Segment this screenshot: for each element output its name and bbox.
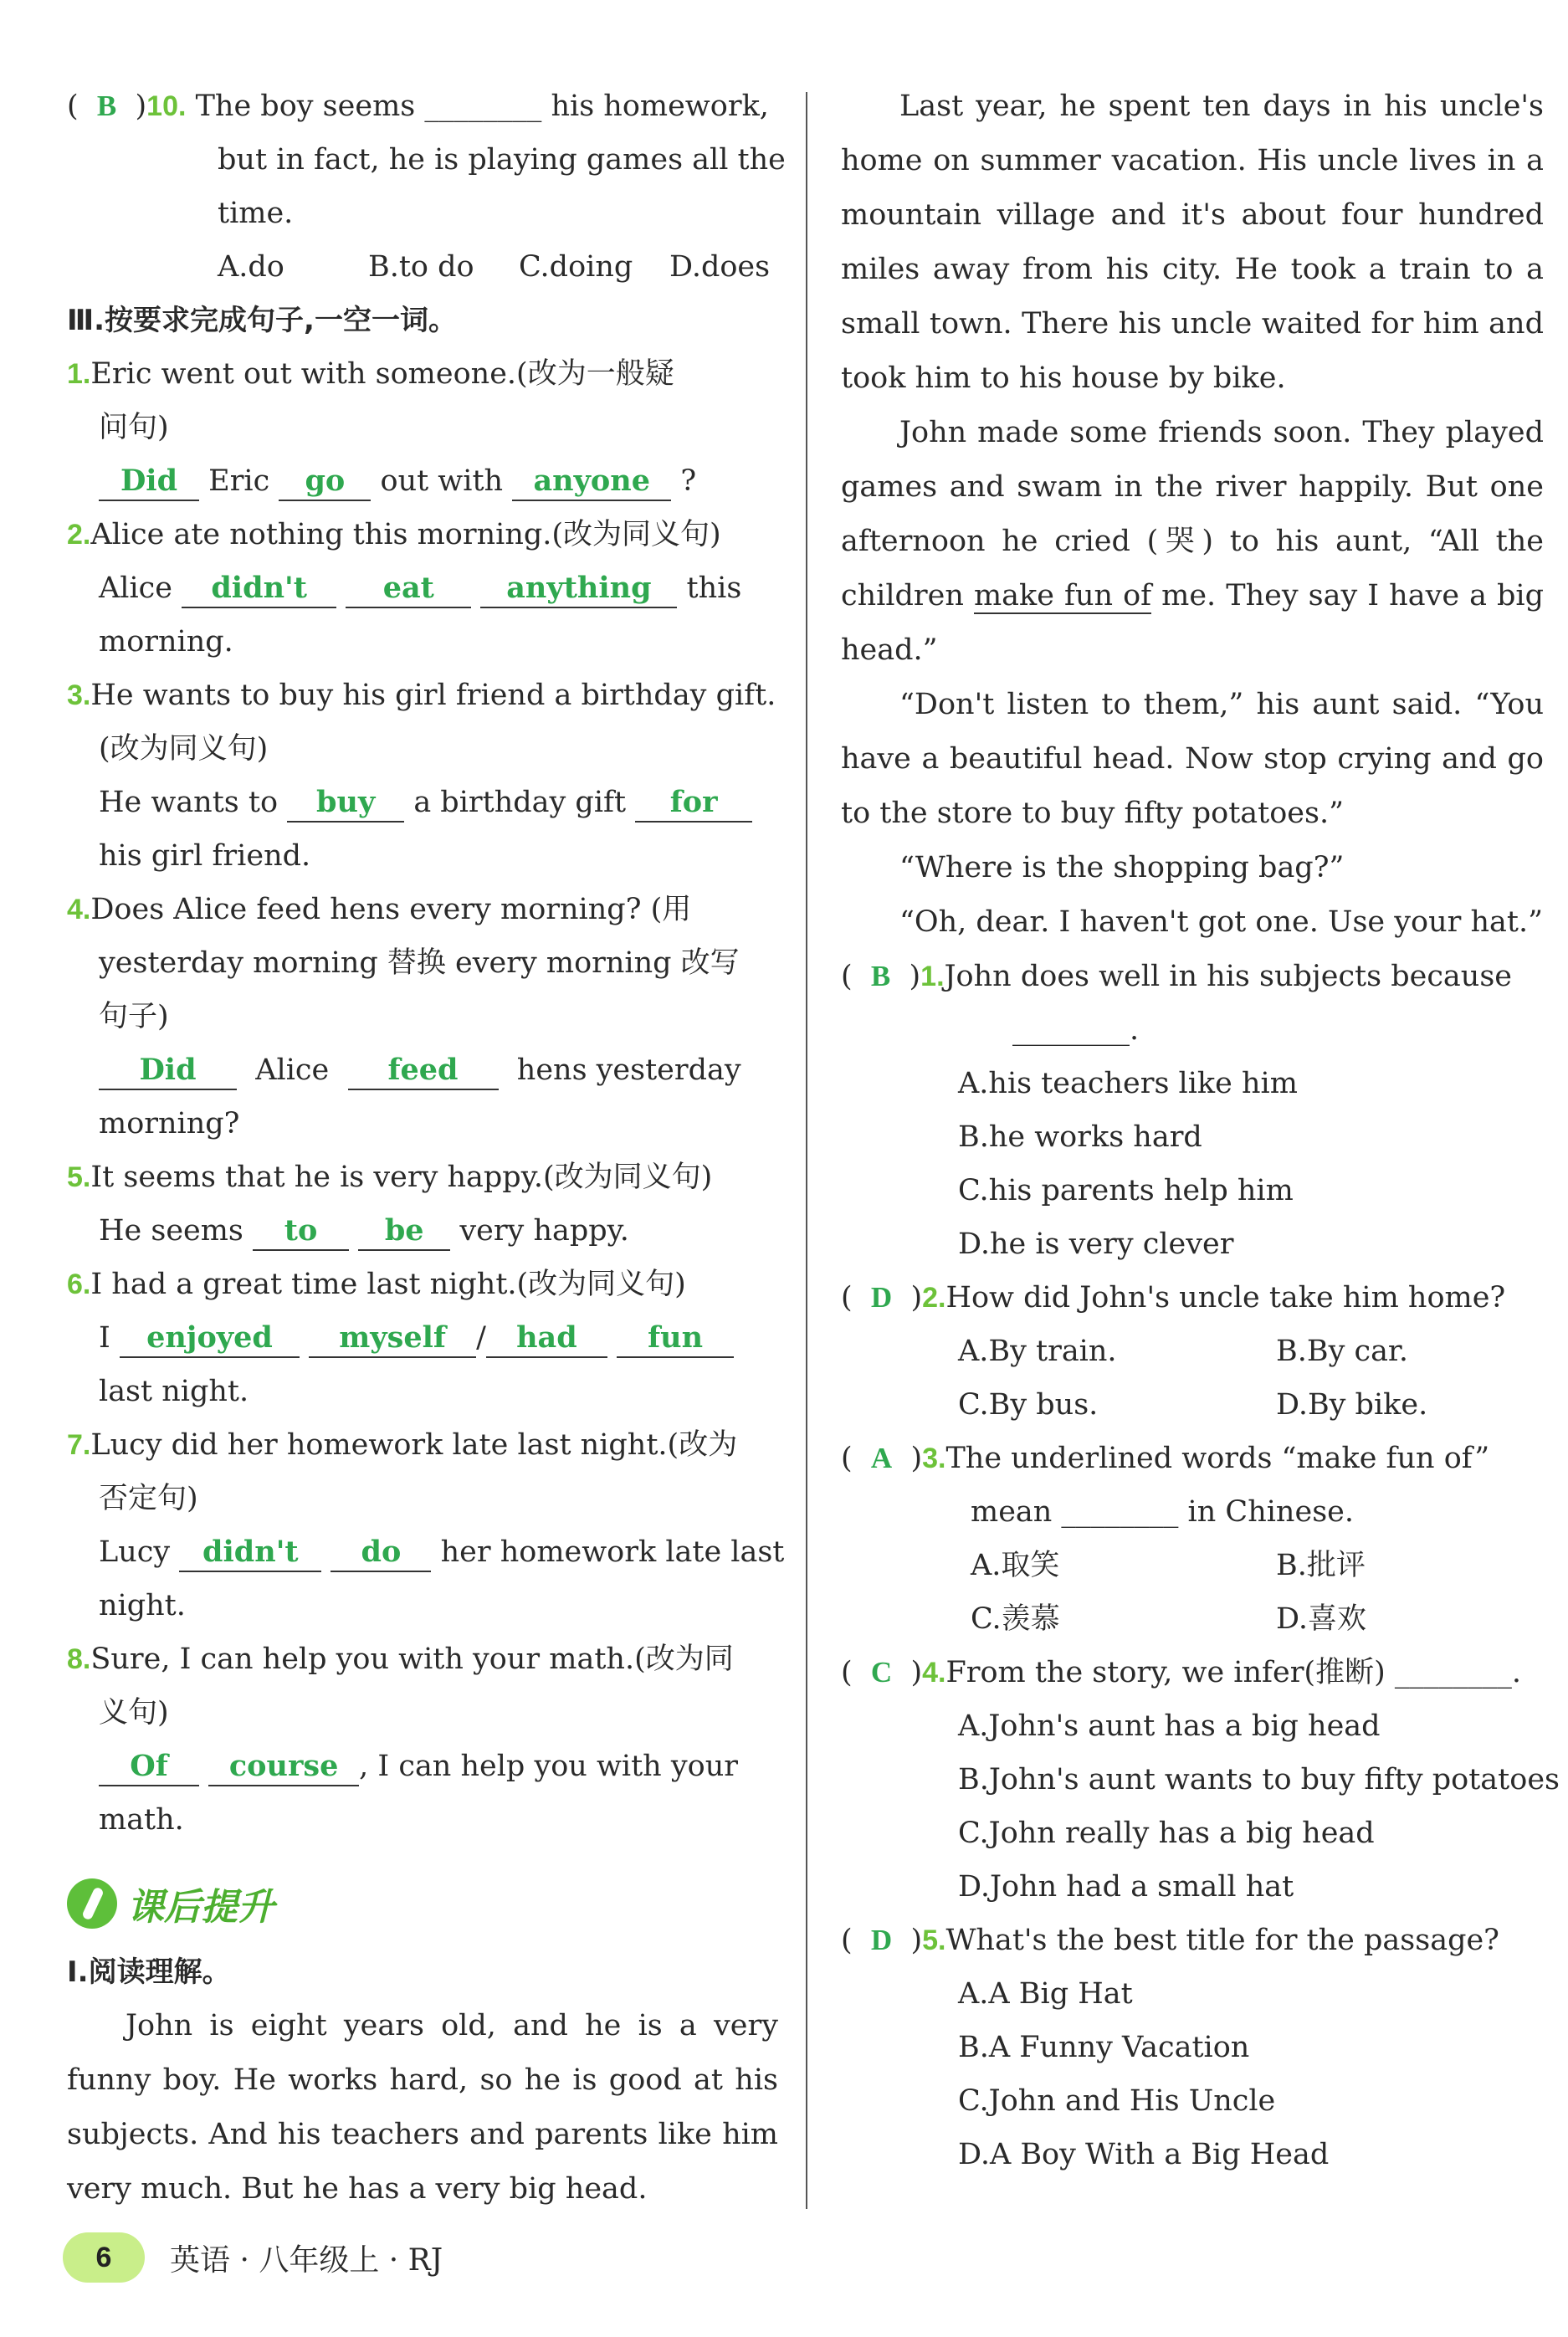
pencil-leaf-icon xyxy=(67,1878,117,1929)
q3-options xyxy=(841,1539,1544,1592)
answer-blank: Did xyxy=(99,463,199,501)
option-a: A.his teachers like him xyxy=(958,1067,1298,1100)
answer-blank: Of xyxy=(99,1748,199,1786)
answer-blank: anyone xyxy=(512,463,671,501)
item-6-answer xyxy=(67,1311,778,1365)
option-a: A.取笑 xyxy=(971,1549,1060,1582)
sentence-text: her homework late last xyxy=(440,1535,785,1569)
item-prompt: Sure, I can help you with your math.(改为同 xyxy=(90,1643,734,1676)
option-a: A.By train. xyxy=(958,1335,1117,1368)
item-prompt-cont: 问句) xyxy=(99,411,169,444)
question-number: 1. xyxy=(920,961,945,992)
passage-paragraph-1: John is eight years old, and he is a very funny boy. He works hard, so he is good at his subjects. And his teachers and parents like him very much. But he has a very big head. xyxy=(67,2009,778,2206)
option-d: D.he is very clever xyxy=(958,1227,1234,1261)
answer-letter: D xyxy=(870,1924,893,1956)
paragraph-text: John made some friends soon. They played games and swam in the river happily. But one afternoon he cried (哭) to his aunt, “All the children xyxy=(841,416,1544,612)
answer-q10: B xyxy=(96,90,117,122)
reading-question-2: ( D )2.How did John's uncle take him home? xyxy=(841,1281,1506,1315)
q10-options xyxy=(67,240,778,294)
paragraph-text: me. They say I have a big head.” xyxy=(841,579,1545,667)
question-10: ( B )10. The boy seems ________ his homework, xyxy=(67,90,769,123)
item-6-prompt xyxy=(67,1258,778,1311)
question-number: 10. xyxy=(146,90,187,122)
item-number: 7. xyxy=(67,1429,91,1461)
section-3-title: Ⅲ.按要求完成句子,一空一词。 xyxy=(67,304,457,337)
footer-book-info: 英语 · 八年级上 · RJ xyxy=(170,2242,443,2278)
question-number: 4. xyxy=(922,1657,946,1689)
q10-text: The boy seems ________ his homework, xyxy=(195,90,769,123)
item-7-prompt xyxy=(67,1418,778,1472)
answer-blank: be xyxy=(358,1212,450,1251)
item-3-answer xyxy=(67,776,778,829)
right-column xyxy=(841,79,1560,2181)
sentence-text: Alice xyxy=(99,571,172,605)
sentence-text: his girl friend. xyxy=(99,839,311,873)
item-number: 6. xyxy=(67,1268,91,1300)
answer-blank: didn't xyxy=(179,1534,321,1572)
answer-blank: myself xyxy=(309,1320,476,1358)
question-number: 5. xyxy=(922,1924,946,1956)
question-stem: The underlined words “make fun of” xyxy=(945,1442,1490,1475)
answer-blank: eat xyxy=(346,570,471,608)
question-number: 2. xyxy=(922,1282,946,1314)
dialogue-line: “Oh, dear. I haven't got one. Use your hat.” xyxy=(899,905,1543,939)
q2-options xyxy=(841,1378,1544,1432)
option-d: D.喜欢 xyxy=(1276,1602,1366,1636)
answer-blank: course xyxy=(208,1748,359,1786)
option-b: B.to do xyxy=(368,250,474,284)
reading-section-left xyxy=(67,1945,778,2217)
option-b: B.he works hard xyxy=(958,1120,1202,1154)
item-5-prompt xyxy=(67,1151,778,1204)
question-stem: From the story, we infer(推断) ________. xyxy=(945,1656,1521,1689)
answer-blank: Did xyxy=(99,1052,237,1090)
sentence-text: , I can help you with your xyxy=(359,1750,738,1783)
dialogue-line: “Where is the shopping bag?” xyxy=(899,851,1345,884)
option-b: B.By car. xyxy=(1276,1335,1408,1368)
item-4-answer xyxy=(67,1043,778,1097)
answer-blank: anything xyxy=(480,570,677,608)
sentence-text: morning? xyxy=(99,1107,240,1140)
sentence-text: math. xyxy=(99,1803,184,1837)
sentence-text: / xyxy=(476,1321,486,1355)
answer-letter: C xyxy=(870,1656,893,1689)
reading-question-1: ( B )1.John does well in his subjects because xyxy=(841,960,1513,993)
section-1-title: Ⅰ.阅读理解。 xyxy=(67,1955,231,1989)
item-7-answer xyxy=(67,1525,785,1579)
answer-letter: D xyxy=(870,1281,893,1314)
option-c: C.his parents help him xyxy=(958,1174,1294,1207)
sentence-text: very happy. xyxy=(459,1214,629,1248)
item-2-prompt xyxy=(67,508,778,561)
item-prompt-cont: 否定句) xyxy=(99,1482,198,1515)
answer-blank: enjoyed xyxy=(120,1320,300,1358)
option-b: B.A Funny Vacation xyxy=(958,2031,1250,2064)
item-prompt-cont: 句子) xyxy=(99,1000,169,1033)
sentence-text: Lucy xyxy=(99,1535,171,1569)
item-prompt: Eric went out with someone.(改为一般疑 xyxy=(90,357,674,391)
item-prompt-cont: (改为同义句) xyxy=(99,732,269,766)
option-a: A.do xyxy=(218,250,284,284)
item-number: 5. xyxy=(67,1161,91,1193)
option-c: C.doing xyxy=(519,250,633,284)
column-divider xyxy=(806,92,807,2209)
sentence-text: Alice xyxy=(255,1053,330,1087)
answer-blank: didn't xyxy=(182,570,336,608)
item-number: 8. xyxy=(67,1643,91,1675)
item-8-answer xyxy=(67,1740,778,1793)
item-number: 3. xyxy=(67,679,91,711)
question-stem-cont: ________. xyxy=(1012,1013,1140,1047)
answer-letter: A xyxy=(870,1442,893,1474)
left-column xyxy=(67,79,786,1847)
item-prompt-cont: 义句) xyxy=(99,1696,169,1730)
item-prompt: He wants to buy his girl friend a birthday gift. xyxy=(90,679,776,712)
item-3-prompt xyxy=(67,669,778,722)
sentence-text: I xyxy=(99,1321,110,1355)
item-1-answer xyxy=(67,454,778,508)
item-number: 2. xyxy=(67,519,91,551)
option-c: C.羡慕 xyxy=(971,1602,1060,1636)
sentence-text: out with xyxy=(380,464,504,498)
underlined-phrase: make fun of xyxy=(973,579,1152,612)
sentence-text: He wants to xyxy=(99,786,279,819)
q3-options xyxy=(841,1592,1544,1646)
option-a: A.John's aunt has a big head xyxy=(958,1709,1381,1743)
option-d: D.By bike. xyxy=(1276,1388,1428,1422)
item-prompt: Lucy did her homework late last night.(改为 xyxy=(90,1428,738,1462)
option-b: B.批评 xyxy=(1276,1549,1366,1582)
reading-question-3: ( A )3.The underlined words “make fun of” xyxy=(841,1442,1490,1475)
option-d: D.A Boy With a Big Head xyxy=(958,2138,1330,2171)
page-footer xyxy=(63,2232,443,2283)
item-4-prompt xyxy=(67,883,778,936)
item-number: 1. xyxy=(67,358,91,390)
item-5-answer xyxy=(67,1204,778,1258)
sentence-text: He seems xyxy=(99,1214,243,1248)
sentence-text: a birthday gift xyxy=(413,786,627,819)
question-stem: How did John's uncle take him home? xyxy=(945,1281,1506,1315)
passage-paragraph-3 xyxy=(841,406,1544,678)
option-a: A.A Big Hat xyxy=(958,1977,1133,2011)
answer-blank: had xyxy=(486,1320,607,1358)
question-stem: John does well in his subjects because xyxy=(944,960,1513,993)
q10-text-cont: but in fact, he is playing games all the xyxy=(218,143,786,177)
item-prompt: Alice ate nothing this morning.(改为同义句) xyxy=(90,518,721,551)
q2-options xyxy=(841,1325,1544,1378)
answer-blank: for xyxy=(635,784,752,823)
answer-blank: to xyxy=(253,1212,349,1251)
sentence-text: hens yesterday xyxy=(516,1053,741,1087)
answer-blank: feed xyxy=(348,1052,499,1090)
question-stem: What's the best title for the passage? xyxy=(945,1924,1499,1957)
sentence-text: Eric xyxy=(208,464,270,498)
q10-text-end: time. xyxy=(218,197,294,230)
sentence-text: this xyxy=(686,571,742,605)
item-8-prompt xyxy=(67,1632,778,1686)
answer-blank: do xyxy=(331,1534,431,1572)
item-prompt: Does Alice feed hens every morning? (用 xyxy=(90,893,692,926)
dialogue-line: “Don't listen to them,” his aunt said. “You have a beautiful head. Now stop crying and go to the store to buy fifty potatoes.” xyxy=(841,688,1544,830)
item-1-prompt xyxy=(67,347,778,401)
question-stem-cont: mean ________ in Chinese. xyxy=(971,1495,1354,1529)
sentence-text: night. xyxy=(99,1589,186,1622)
item-prompt: I had a great time last night.(改为同义句) xyxy=(90,1268,686,1301)
sentence-text: last night. xyxy=(99,1375,249,1408)
passage-paragraph-2: Last year, he spent ten days in his uncle's home on summer vacation. His uncle lives in a mountain village and it's about four hundred miles away from his city. He took a train to a small town. There his uncle waited for him and took him to his house by bike. xyxy=(841,90,1544,395)
question-number: 3. xyxy=(922,1443,946,1474)
section-banner xyxy=(67,1870,274,1937)
option-c: C.John really has a big head xyxy=(958,1817,1375,1850)
item-number: 4. xyxy=(67,894,91,925)
item-2-answer xyxy=(67,561,778,615)
option-c: C.John and His Uncle xyxy=(958,2084,1276,2118)
answer-blank: go xyxy=(279,463,371,501)
item-prompt: It seems that he is very happy.(改为同义句) xyxy=(90,1161,713,1194)
banner-title: 课后提升 xyxy=(127,1886,274,1929)
reading-question-4: ( C )4.From the story, we infer(推断) ________. xyxy=(841,1656,1521,1689)
sentence-text: ? xyxy=(680,464,697,498)
option-b: B.John's aunt wants to buy fifty potatoes xyxy=(958,1763,1560,1796)
page-number-badge: 6 xyxy=(63,2232,145,2283)
option-c: C.By bus. xyxy=(958,1388,1099,1422)
reading-question-5: ( D )5.What's the best title for the passage? xyxy=(841,1924,1499,1957)
answer-letter: B xyxy=(870,960,891,992)
answer-blank: buy xyxy=(287,784,404,823)
item-prompt-cont: yesterday morning 替换 every morning 改写 xyxy=(99,946,740,980)
option-d: D.John had a small hat xyxy=(958,1870,1294,1904)
option-d: D.does xyxy=(669,250,771,284)
sentence-text: morning. xyxy=(99,625,233,659)
answer-blank: fun xyxy=(617,1320,734,1358)
